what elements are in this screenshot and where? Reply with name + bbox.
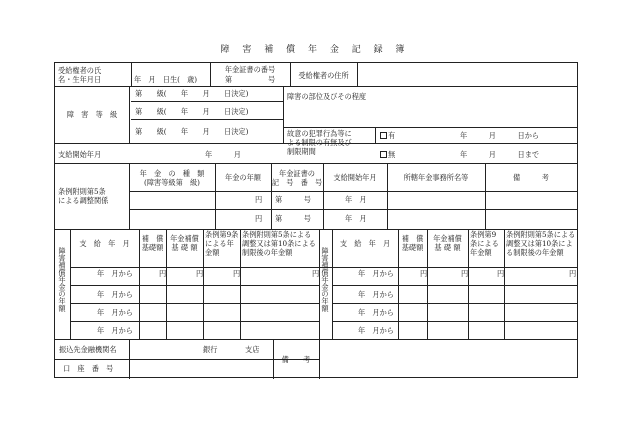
bank-remarks-label: 備 考 (281, 355, 311, 364)
grade-row-2: 第 級( 年 月 日決定) (135, 107, 249, 116)
right-limit-header: 条例附則第5条による調整又は第10条による制限後の年金額 (506, 230, 576, 257)
left-month-header: 支 給 年 月 (79, 239, 130, 248)
disability-grade-label: 障 害 等 級 (66, 110, 118, 119)
birth-date-field: 年 月 日生( 歳) (134, 75, 198, 84)
no-checkbox (380, 151, 387, 158)
restriction-no: 無 (380, 150, 395, 159)
left-yen-2: 円 (196, 269, 204, 278)
account-number-label: 口 座 番 号 (63, 364, 114, 373)
right-yen-1: 円 (420, 269, 428, 278)
grade-row-3: 第 級( 年 月 日決定) (135, 127, 249, 136)
disability-site-label: 障害の部位及びその程度 (287, 92, 367, 101)
cert-symbol-header: 年金証書の 記 号 番 号 (271, 169, 323, 187)
right-base-header: 補 償 基礎額 (401, 234, 424, 252)
annual-side-label-left: 障害補償年金の年額 (58, 247, 67, 312)
right-row-2: 年 月から (358, 290, 394, 299)
left-yen-1: 円 (159, 269, 167, 278)
branch-suffix: 支店 (245, 345, 260, 354)
payment-start-value: 年 月 (205, 150, 241, 159)
left-base-header: 補 償 基礎額 (141, 234, 164, 252)
adjustment-side-label: 条例附則第5条 による調整関係 (58, 187, 109, 205)
annual-amount-header: 年金の年額 (225, 173, 261, 182)
adjust-row-1-no: 第 号 (275, 195, 311, 204)
bank-name-label: 振込先金融機関名 (59, 345, 117, 354)
left-yen-3: 円 (233, 269, 241, 278)
adjust-row-1-ym: 年 月 (345, 195, 367, 204)
pension-office-header: 所轄年金事務所名等 (403, 173, 469, 182)
right-month-header: 支 給 年 月 (339, 239, 391, 248)
adjust-row-2-yen: 円 (255, 214, 263, 223)
left-pension-base-header: 年金補償 基 礎 額 (170, 234, 199, 252)
adjust-row-2-ym: 年 月 (345, 214, 367, 223)
adjust-row-1-yen: 円 (255, 195, 263, 204)
left-row-2: 年 月から (97, 290, 133, 299)
left-row-1: 年 月から (97, 269, 133, 278)
page-title: 障 害 補 償 年 金 記 録 簿 (220, 45, 410, 55)
bank-suffix: 銀行 (203, 345, 218, 354)
right-row-4: 年 月から (358, 326, 394, 335)
left-row-3: 年 月から (97, 308, 133, 317)
right-yen-2: 円 (461, 269, 469, 278)
crime-restriction-label: 故意の犯罪行為等に よる制限の有無及び 制限期間 (287, 129, 352, 156)
pension-record-form (54, 62, 578, 378)
right-row-3: 年 月から (358, 308, 394, 317)
right-yen-3: 円 (497, 269, 505, 278)
right-art9-header: 条例第9条による年金額 (470, 230, 499, 257)
restriction-yes: 有 (380, 131, 395, 140)
payment-start-label: 支給開始年月 (58, 150, 102, 159)
grade-row-1: 第 級( 年 月 日決定) (135, 89, 249, 98)
remarks-header: 備 考 (513, 173, 549, 182)
left-limit-header: 条例附則第5条による調整又は第10条による制限後の年金額 (242, 230, 316, 257)
right-pension-base-header: 年金補償 基 礎 額 (433, 234, 462, 252)
cert-number-label: 年金証書の番号 (224, 65, 276, 74)
left-row-4: 年 月から (97, 326, 133, 335)
adjust-row-2-no: 第 号 (275, 214, 311, 223)
restriction-no-period: 年 月 日まで (460, 150, 540, 159)
name-birth-label: 受給権者の氏 名・生年月日 (58, 66, 102, 84)
pension-type-header: 年 金 の 種 類 (障害等級第 級) (139, 169, 205, 187)
left-art9-header: 条例第9条による年金額 (205, 230, 239, 257)
annual-side-label-right: 障害補償年金の年額 (321, 247, 330, 312)
right-row-1: 年 月から (358, 269, 394, 278)
start-month-header: 支給開始年月 (333, 173, 377, 182)
yes-checkbox (380, 132, 387, 139)
left-yen-4: 円 (312, 269, 320, 278)
right-yen-4: 円 (569, 269, 577, 278)
restriction-yes-period: 年 月 日から (460, 131, 540, 140)
cert-number-field: 第 号 (224, 75, 276, 84)
address-label: 受給権者の住所 (298, 71, 349, 80)
